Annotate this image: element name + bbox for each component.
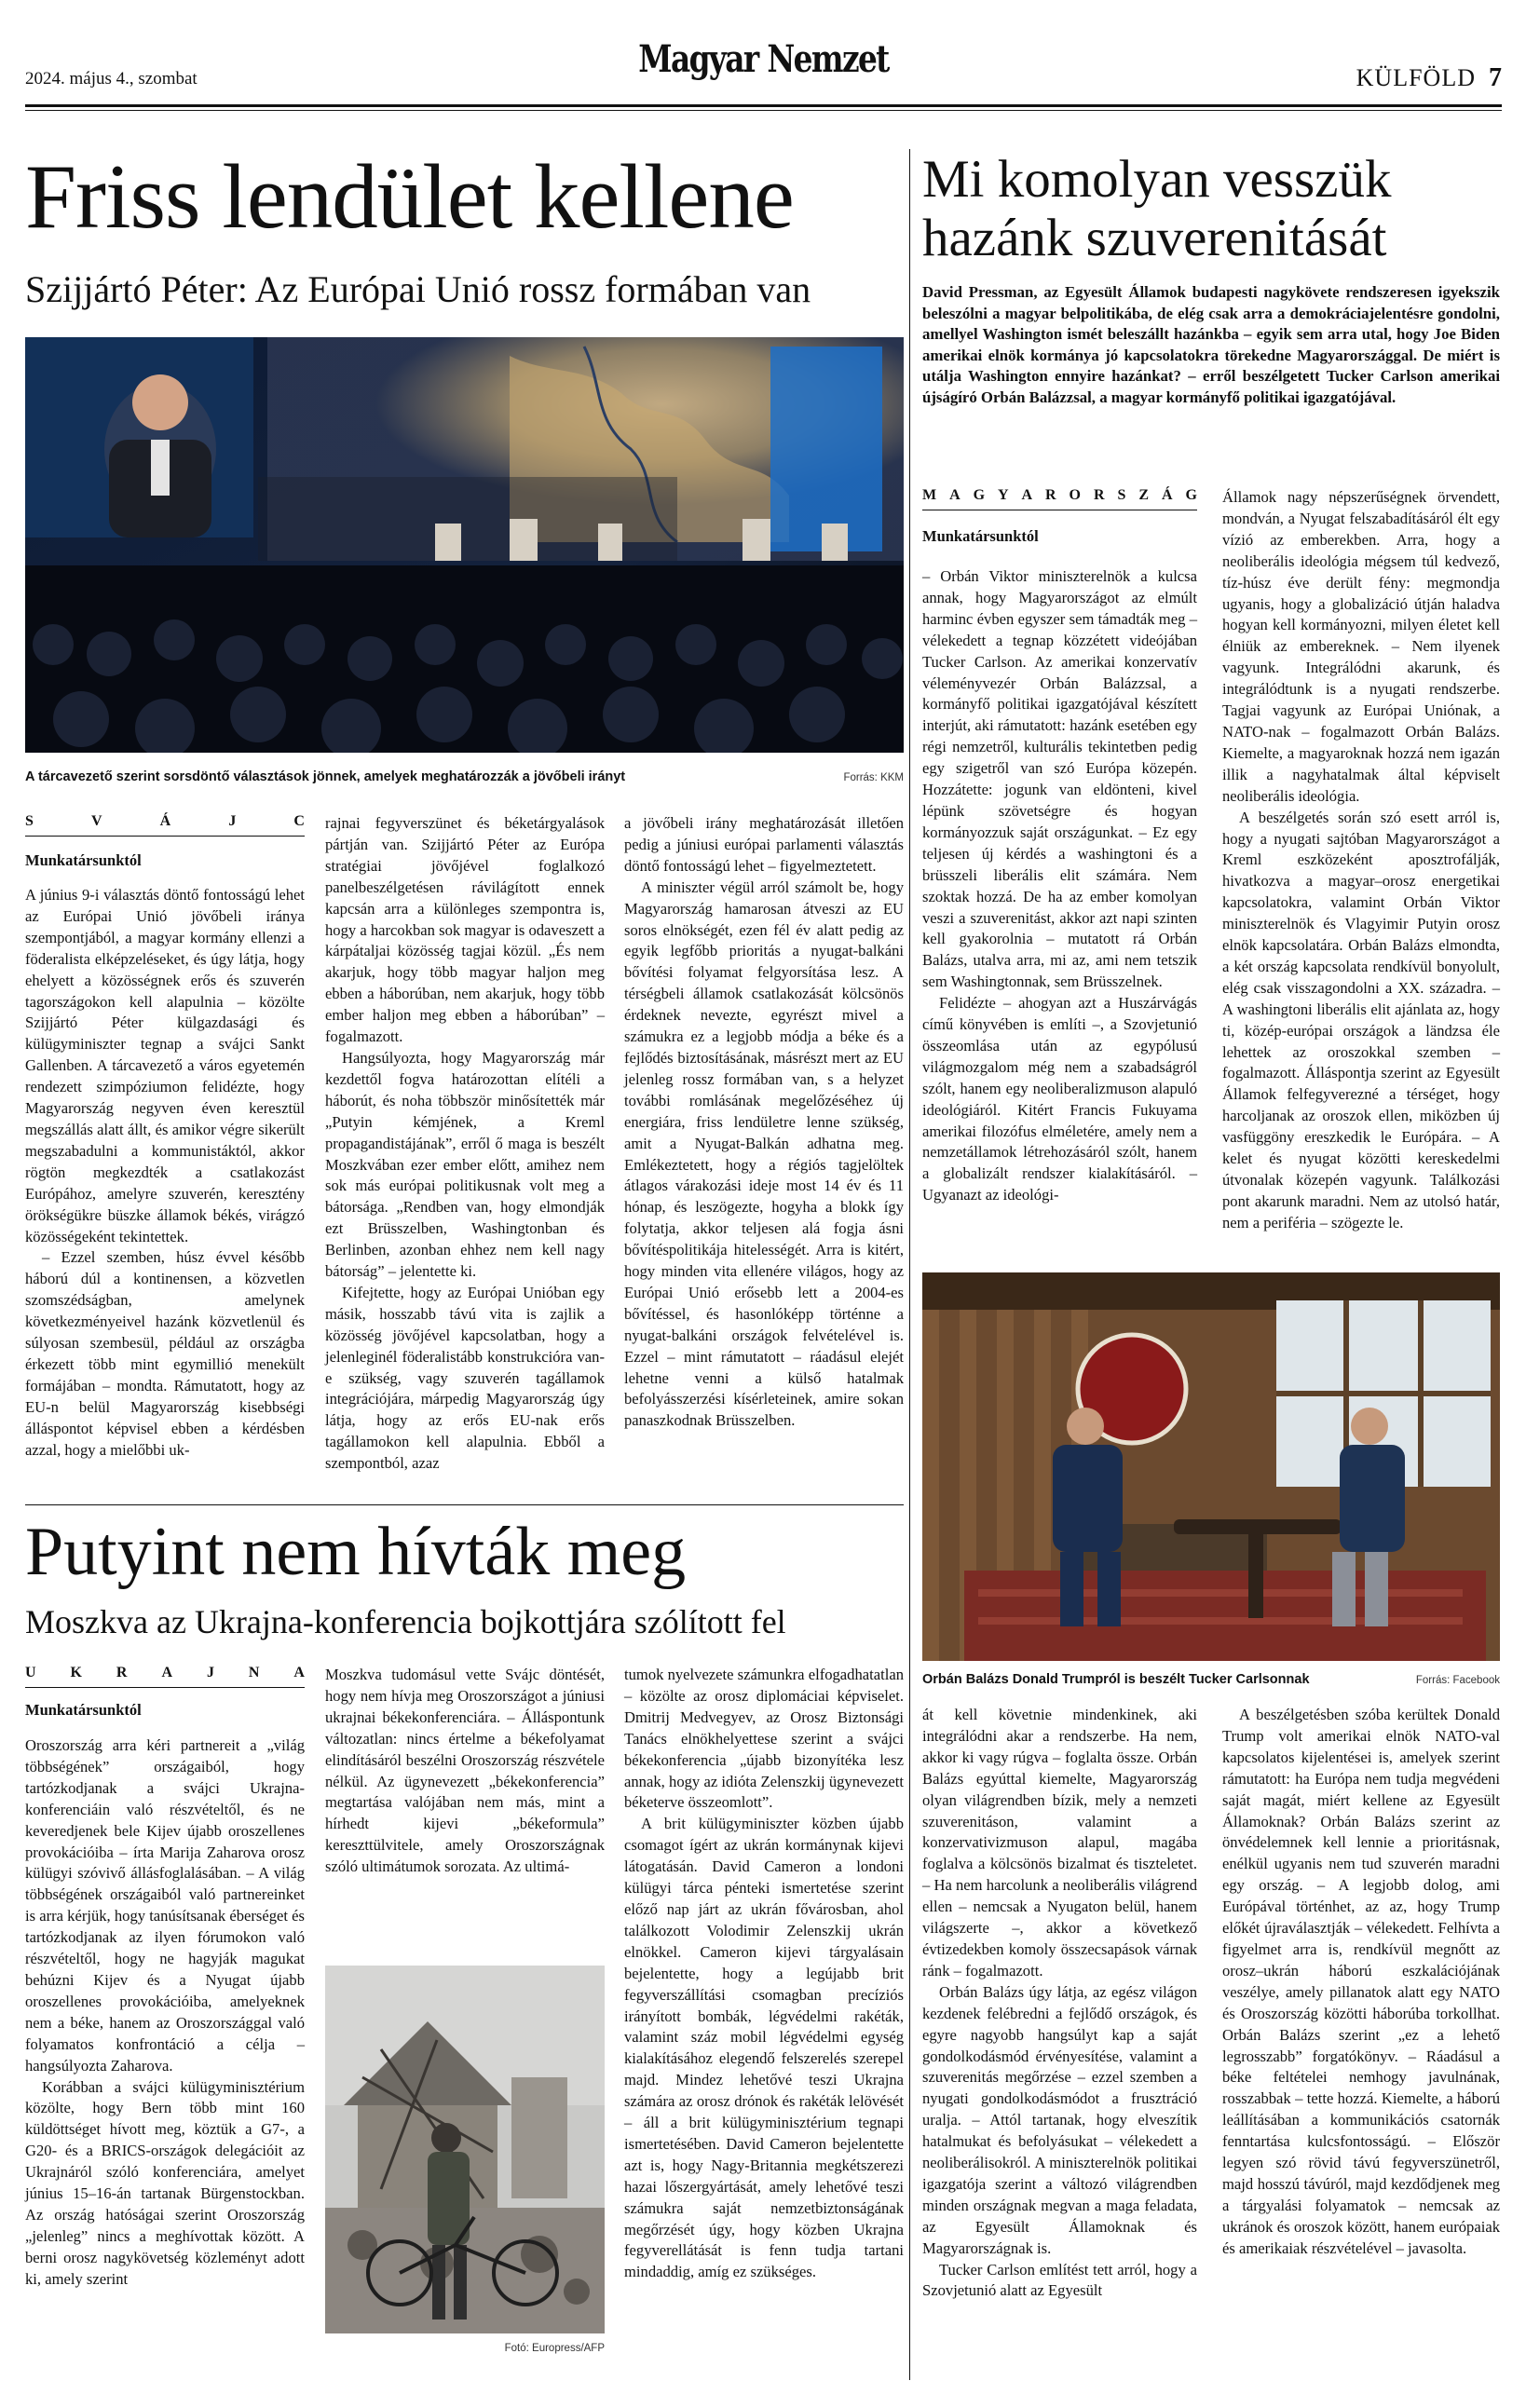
article1-column-1 bbox=[25, 885, 305, 1461]
header-date: 2024. május 4., szombat bbox=[25, 69, 198, 88]
header-rule-thick bbox=[25, 104, 1502, 107]
article2-column-4 bbox=[1222, 1705, 1500, 2260]
page-number: 7 bbox=[1489, 63, 1502, 92]
kicker-letter: S bbox=[1117, 487, 1126, 503]
kicker-letter: R bbox=[1093, 487, 1105, 503]
kicker-letter: R bbox=[1045, 487, 1056, 503]
article2-column-3 bbox=[922, 1705, 1197, 2302]
article2-lead: David Pressman, az Egyesült Államok budapesti nagykövete rendszeresen igyekszik beleszólni a magyar belpolitikába, de elég csak arra a demokráciajelentésre gondolni, amellyel Washington ismét beleszállt hazánkba – egyik sem arra utal, hogy Joe Biden amerikai elnök kormánya jó kapcsolatokra törekedne Magyarországgal. De miért is utálja Washington ennyire hazánkat? – erről beszélgetett Tucker Carlson amerikai újságíró Orbán Balázzsal, a magyar kormányfő politikai igazgatójával. bbox=[922, 283, 1500, 406]
article3-top-rule bbox=[25, 1504, 904, 1505]
paragraph: Korábban a svájci külügyminisztérium közölte, hogy Bern több mint 160 küldöttséget hívott meg, köztük a G7-, a G20- és a BRICS-országok delegációit az Ukrajnáról szóló konferenciára, amelyet június 15–16-án tartanak Bürgenstockban. Az ország hatóságai szerint Oroszország „jelenleg” nincs a meghívottak között. A berni orosz nagykövetség közleményt adott ki, amely szerint bbox=[25, 2077, 305, 2288]
kicker-letter: Á bbox=[1161, 487, 1173, 503]
article3-kicker-letters bbox=[25, 1665, 305, 1681]
kicker-letter: U bbox=[25, 1665, 36, 1680]
conference-photo-illustration bbox=[25, 337, 904, 753]
paragraph: tumok nyelvezete számunkra elfogadhatatlan – közölte az orosz diplomáciai képviselet. Dmitrij Medvegyev, az Orosz Biztonsági Tanács elnökhelyettese szerint a svájci békekonferencia „újabb bizonyítéka lesz annak, hogy az idióta Zelenszkij ügynevezett béketerve összeomlott”. bbox=[624, 1666, 904, 1812]
paragraph: – Ezzel szemben, húsz évvel később háború dúl a kontinensen, a közvetlen szomszédságban, amelynek következményeivel hazánk közvetlenül és súlyosan szembesül, például az országba érkezett több mint egymillió menekült formájában – mondta. Rámutatott, hogy az EU-n belül Magyarország kisebbségi álláspontot képvisel ebben a kérdésben azzal, hogy a mielőbbi uk- bbox=[25, 1248, 305, 1459]
article2-byline: Munkatársunktól bbox=[922, 527, 1039, 545]
paragraph: rajnai fegyverszünet és béketárgyalások pártján van. Szijjártó Péter az Európa stratégiai jövőjével foglalkozó panelbeszélgetésen rávilágított ennek kapcsán arra a különleges szempontra is, hogy a harcokban sok magyar is odaveszett a kárpátaljai közösség tagjai közül. „És nem akarjuk, hogy több magyar haljon meg ebben a háborúban, nem akarjuk, hogy több ember haljon meg ebben a háborúban” – fogalmazott. bbox=[325, 814, 605, 1046]
paragraph: A beszélgetésben szóba kerültek Donald Trump volt amerikai elnök NATO-val kapcsolatos kijelentései is, amelyek szerint rámutatott: ha Európa nem tudja megvédeni saját magát, miért kellene az Egyesült Államoknak? Orbán Balázs szerint az önvédelemnek kell lennie a prioritásnak, enélkül ugyanis nem tud szuverén maradni egy ország. – A legjobb dolog, ami Európával történhet, az az, hogy Trump előkét újraválasztják – vélekedett. Felhívta a figyelmet arra is, rendkívül megnőtt az orosz–ukrán háború eszkalációjának veszélye, amely pillanatok alatt egy NATO és Oroszország közötti háborúba torkollhat. Orbán Balázs szerint „ez a lehető legrosszabb” forgatókönyv. – Ráadásul a béke feltételei nemhogy javulnának, rosszabbak – tette hozzá. Kiemelte, a háború leállításában a kommunikációs csatornák fenntartása kulcsfontosságú. – Először legyen szó rövid távú fegyverszünetről, majd hosszú távúról, majd kezdődjenek meg a tárgyalási folyamatok – nemcsak az ukránok és oroszok között, hanem európaiak és amerikaiak részvételével – javasolta. bbox=[1222, 1706, 1500, 2257]
article1-subtitle: Szijjártó Péter: Az Európai Unió rossz formában van bbox=[25, 268, 811, 310]
column-divider-right-top bbox=[909, 149, 910, 1495]
interview-photo-illustration bbox=[922, 1272, 1500, 1661]
kicker-letter: N bbox=[248, 1665, 260, 1680]
kicker-letter: Z bbox=[1138, 487, 1149, 503]
paragraph: Tucker Carlson említést tett arról, hogy a Szovjetunió alatt az Egyesült bbox=[922, 2260, 1197, 2300]
paragraph: Orbán Balázs úgy látja, az egész világon kezdenek felébredni a fejlődő országok, és egyre nagyobb hangsúlyt kap a saját gondolkodásmód érvényesítése, valamint a szuverenitás megőrzése – ezzel szemben a nyugati gondolkodásmódot a frusztráció uralja. – Attól tartanak, hogy elveszítik hatalmukat és befolyásukat – vélekedett a neoliberálisokról. A miniszterelnök politikai igazgatója szerint a változó világrendben minden országnak megvan a maga feladata, az Egyesült Államoknak és Magyarországnak is. bbox=[922, 1982, 1197, 2257]
article1-kicker-rule bbox=[25, 836, 305, 837]
paragraph: A június 9-i választás döntő fontosságú lehet az Európai Unió jövőbeli iránya szempontjából, a magyar kormány ellenzi a föderalista elképzeléseket, és úgy látja, hogy ehelyett a közösségnek erős és szuverén tagországokon kell alapulnia – közölte Szijjártó Péter külgazdasági és külügyminiszter tegnap a svájci Sankt Gallenben. A tárcavezető a város egyetemén rendezett szimpóziumon felidézte, hogy Magyarország negyven éven keresztül megszállás alatt állt, és amikor végre sikerült megszabadulni a kommunistáktól, akkor rögtön megkezdték a csatlakozást Európához, amelyre szuverén, keresztény örökségükre büszke államok békés, virágzó közösségeként tekintettek. bbox=[25, 886, 305, 1245]
kicker-letter: G bbox=[973, 487, 986, 503]
kicker-letter: G bbox=[1185, 487, 1197, 503]
paragraph: át kell követnie mindenkinek, aki integrálódni akar a rendszerbe. Ha nem, akkor ki vagy rúgva – foglalta össze. Orbán Balázs egyúttal kiemelte, Magyarország olyan világrendben bízik, mely a nemzeti szuverenitáson, valamint a konzervativizmuson alapul, magába foglalva a kölcsönös bizalmat és tiszteletet. – Ha nem harcolunk a neoliberális világrend ellen – nemcsak a Nyugaton belül, hanem világszerte –, akkor a következő évtizedekben komoly összecsapások várnak ránk – fogalmazott. bbox=[922, 1706, 1197, 1979]
kicker-letter: S bbox=[25, 813, 34, 829]
article1-photo-credit: Forrás: KKM bbox=[843, 772, 904, 783]
kicker-letter: Á bbox=[159, 813, 171, 829]
header-rule-thin bbox=[25, 110, 1502, 111]
paragraph: Oroszország arra kéri partnereit a „világ többségének” országaiból, hogy tartózkodjanak a svájci Ukrajna-konferenciáin való részvételtől, és ne keveredjenek bele Kijev újabb oroszellenes provokációiba – írta Marija Zaharova orosz külügyi szóvivő állásfoglalásában. – A világ többségének országaiból való partnereinket is arra kérjük, hogy tanúsítsanak éberséget és tartózkodjanak az ilyen fórumokon való részvételtől, hogy ne hagyják magukat behúzni Kijev és a Nyugat újabb oroszellenes provokációiba, amelyeknek nem a béke, hanem az Oroszországgal való folyamatos konfrontáció a célja – hangsúlyozta Zaharova. bbox=[25, 1736, 305, 2075]
kicker-letter: V bbox=[91, 813, 102, 829]
paragraph: – Orbán Viktor miniszterelnök a kulcsa annak, hogy Magyarországot az elmúlt harminc évben egyszer sem támadták meg – vélekedett a tegnap közzétett videójában Tucker Carlson. Az amerikai konzervatív véleményvezér Orbán Balázzsal, a kormányfő politikai igazgatójával készített interjút, aki rámutatott: hazánk esetében egy régi nemzetről, kulturális tekintetben pedig egy szigetről van szó Európa közepén. Hozzátette: jogunk van eldönteni, kivel lépünk szövetségre és hogyan kormányozzuk saját országunkat. – Ez egy teljesen új kérdés a washingtoni és a brüsszeli liberális elit számára. Nem szoktak hozzá. De ha az ember komolyan veszi a szuverenitást, akkor azt napi szinten kell gyakorolnia – mutatott rá Orbán Balázs, utalva arra, mi az, ami nem tetszik sem Washingtonnak, sem Brüsszelnek. bbox=[922, 567, 1197, 991]
article2-title: Mi komolyan vesszük hazánk szuverenitását bbox=[922, 150, 1392, 267]
article3-column-1 bbox=[25, 1735, 305, 2291]
page-header bbox=[25, 28, 1502, 112]
ruins-photo-illustration bbox=[325, 1966, 605, 2333]
article3-title: Putyint nem hívták meg bbox=[25, 1514, 687, 1590]
section-name: KÜLFÖLD bbox=[1356, 64, 1476, 91]
kicker-letter: R bbox=[116, 1665, 128, 1680]
article2-photo-caption: Orbán Balázs Donald Trumpról is beszélt Tucker Carlsonnak bbox=[922, 1672, 1310, 1687]
kicker-letter: A bbox=[1021, 487, 1033, 503]
kicker-letter: J bbox=[228, 813, 237, 829]
article1-title: Friss lendület kellene bbox=[25, 146, 794, 248]
article2-column-1 bbox=[922, 566, 1197, 1206]
kicker-letter: Y bbox=[997, 487, 1009, 503]
article1-photo-conference bbox=[25, 337, 904, 753]
article3-kicker bbox=[25, 1665, 305, 1681]
column-divider-right-bottom bbox=[909, 1495, 910, 2380]
article3-column-2 bbox=[325, 1665, 605, 1878]
kicker-letter: A bbox=[949, 487, 961, 503]
article3-photo-credit: Fotó: Europress/AFP bbox=[504, 2343, 605, 2354]
paragraph: Hangsúlyozta, hogy Magyarország már kezdettől fogva határozottan elítéli a háborút, és noha többször minősítették már „Putyin kémjének, a Kreml propagandistájának”, erről ő maga is beszélt Moszkvában ezer ember előtt, amihez nem sok más európai politikusnak volt meg a bátorsága. „Rendben van, hogy elmondják ezt Brüsszelben, Washingtonban és Berlinben, azonban ehhez nem kell nagy bátorság” – jelentette ki. bbox=[325, 1048, 605, 1281]
masthead-logo: Magyar Nemzet bbox=[638, 37, 889, 81]
article1-kicker-letters bbox=[25, 813, 305, 830]
kicker-letter: O bbox=[1069, 487, 1081, 503]
paragraph: a jövőbeli irány meghatározását illetően pedig a júniusi európai parlamenti választás döntő fontosságú lehet – figyelmeztetett. bbox=[624, 814, 904, 875]
paragraph: Államok nagy népszerűségnek örvendett, mondván, a Nyugat felszabadításáról élt egy vízió az emberekben. Arra, hogy a neoliberális ideológia mégsem túl kedvező, tíz-húsz éve derült fény: megmondja ugyanis, hogy a globalizáció útján haladva hogyan kell kormányozni, milyen életet kell élniük az embereknek. – Nem ilyenek vagyunk. Integrálódni akarunk, és integrálódtunk is a nyugati rendszerbe. Tagjai vagyunk az Európai Uniónak, a NATO-nak – fogalmazott Orbán Balázs. Kiemelte, a magyaroknak hozzá nem igazán illik a nagyhatalmak által képviselt neoliberális ideológia. bbox=[1222, 488, 1500, 805]
kicker-letter: K bbox=[70, 1665, 82, 1680]
article1-kicker bbox=[25, 813, 305, 830]
article2-kicker bbox=[922, 487, 1197, 504]
paragraph: A miniszter végül arról számolt be, hogy Magyarország hamarosan átveszi az EU soros elnökségét, ezen fél év alatt pedig az egyik legfőbb prioritás a nyugat-balkáni bővítési folyamat felgyorsítása lesz. A térségbeli államok csatlakozását kölcsönös érdeknek nevezte, egyrészt mivel a számukra ez a legjobb módja a béke és a fejlődés biztosításának, másrészt mert az EU jelenleg rossz formában van, s a helyzet további romlásának megelőzéséhez új energiára, friss lendületre lenne szükség, amit a Nyugat-Balkán adhatna meg. Emlékeztetett, hogy a régiós tagjelöltek átlagos várakozási ideje most 14 év és 11 hónap, és leszögezte, hogyha a blokk így folytatja, akkor teljesen alá fogja ásni bővítéspolitikája hitelességét. Arra is kitért, hogy minden vita ellenére világos, hogy az Európai Unió erősebb lett a 2004-es bővítéssel, és hasonlóképp történne a nyugat-balkáni országok felvételével is. Ezzel – mint rámutatott – ráadásul elejét lehetne venni a külső hatalmak befolyásszerzési kísérleteinek, amire sokan panaszkodnak Brüsszelben. bbox=[624, 877, 904, 1430]
kicker-letter: A bbox=[293, 1665, 305, 1680]
article2-column-2 bbox=[1222, 487, 1500, 1234]
article2-photo-interview bbox=[922, 1272, 1500, 1661]
kicker-letter: A bbox=[161, 1665, 172, 1680]
header-section-group bbox=[1356, 63, 1502, 93]
paragraph: A brit külügyminiszter közben újabb csomagot ígért az ukrán kormánynak kijevi látogatásán. David Cameron a londoni külügyi tárca pénteki ismertetése szerint előző nap járt az ukrán fővárosban, ahol találkozott Volodimir Zelenszkij ukrán elnökkel. Cameron kijevi tárgyalásain bejelentette, hogy a legújabb brit fegyverszállítási csomagban precíziós irányított bombák, légvédelmi rakéták, valamint száz mobil légvédelmi egység kialakításához elegendő felszerelés szerepel majd. Mindez lehetővé teszi Ukrajna számára az orosz drónok és rakéták lelövését – áll a brit külügyminisztérium tegnapi ismertetésében. David Cameron bejelentette azt is, hogy Nagy-Britannia megkétszerezi hazai lőszergyártását, amely lehetővé teszi számukra saját nemzetbiztonságának megőrzését úgy, hogy közben Ukrajna fegyverellátását is fenn tudja tartani mindaddig, amíg ez szükséges. bbox=[624, 1815, 904, 2281]
paragraph: Felidézte – ahogyan azt a Huszárvágás című könyvében is említi –, a Szovjetunió összeomlása után az egypólusú világmozgalom még nem a szabadságról szólt, hanem egy neoliberalizmuson alapuló ideológiáról. Kitért Francis Fukuyama amerikai filozófus elméletére, amely nem a nemzetállamok létrehozásáról szólt, hanem a globalizált rendszer kialakításáról. – Ugyanazt az ideológi- bbox=[922, 994, 1197, 1204]
paragraph: A beszélgetés során szó esett arról is, hogy a nyugati sajtóban Magyarországot a Kreml eszközeként aposztrofálják, hivatkozva a magyar–orosz energetikai kapcsolatokra, valamint Orbán Viktor miniszterelnök és Vlagyimir Putyin orosz elnök kapcsolatára. Orbán Balázs elmondta, a két ország kapcsolata rendkívül bonyolult, elég csak visszagondolni a XX. századra. – A washingtoni liberális elit ajánlata az, hogy ti, közép-európai országok a ländzsa éle lehettek az oroszokkal szemben – fogalmazott. Álláspontja szerint az Egyesült Államok felfegyverezné a térséget, hogy harcoljanak az oroszok ellen, miközben új vasfüggöny ereszkedik le Európára. – A kelet és nyugat közötti kereskedelmi útvonalak közepén vagyunk. Találkozási pont akarunk maradni. Nem az utolsó határ, nem a periféria – szögezte le. bbox=[1222, 808, 1500, 1231]
article2-kicker-letters bbox=[922, 487, 1197, 504]
article3-subtitle: Moszkva az Ukrajna-konferencia bojkottjára szólított fel bbox=[25, 1603, 786, 1640]
article3-byline: Munkatársunktól bbox=[25, 1701, 142, 1719]
article1-byline: Munkatársunktól bbox=[25, 851, 142, 869]
paragraph: Kifejtette, hogy az Európai Unióban egy másik, hosszabb távú vita is zajlik a közösség jövőjével kapcsolatban, hogy a jelenleginél föderalistább konstrukcióra van-e szükség, vagy szuverén tagállamok integrációjára, márpedig Magyarország úgy látja, hogy az erős EU-nak erős tagállamokon kell alapulnia. Ebből a szempontból, azaz bbox=[325, 1283, 605, 1473]
article1-photo-caption: A tárcavezető szerint sorsdöntő választások jönnek, amelyek meghatározzák a jövőbeli irányt bbox=[25, 769, 626, 784]
kicker-letter: C bbox=[293, 813, 305, 829]
kicker-letter: J bbox=[206, 1665, 214, 1680]
kicker-letter: M bbox=[922, 487, 937, 503]
article3-photo-ruins bbox=[325, 1966, 605, 2333]
article1-column-3 bbox=[624, 813, 904, 1432]
article2-photo-credit: Forrás: Facebook bbox=[1415, 1675, 1500, 1686]
article3-column-3 bbox=[624, 1665, 904, 2283]
paragraph: Moszkva tudomásul vette Svájc döntését, hogy nem hívja meg Oroszországot a júniusi ukrajnai békekonferenciára. – Álláspontunk változatlan: nincs értelme a békefolyamat elindításáról beszélni Oroszország részvétele nélkül. Az ügynevezett „békekonferencia” megtartása valójában nem más, mint a hírhedt kijevi „békeformula” kereszttülvitele, amely Oroszországnak szóló ultimátumok sorozata. Az ultimá- bbox=[325, 1666, 605, 1876]
article3-kicker-rule bbox=[25, 1687, 305, 1688]
article1-column-2 bbox=[325, 813, 605, 1475]
